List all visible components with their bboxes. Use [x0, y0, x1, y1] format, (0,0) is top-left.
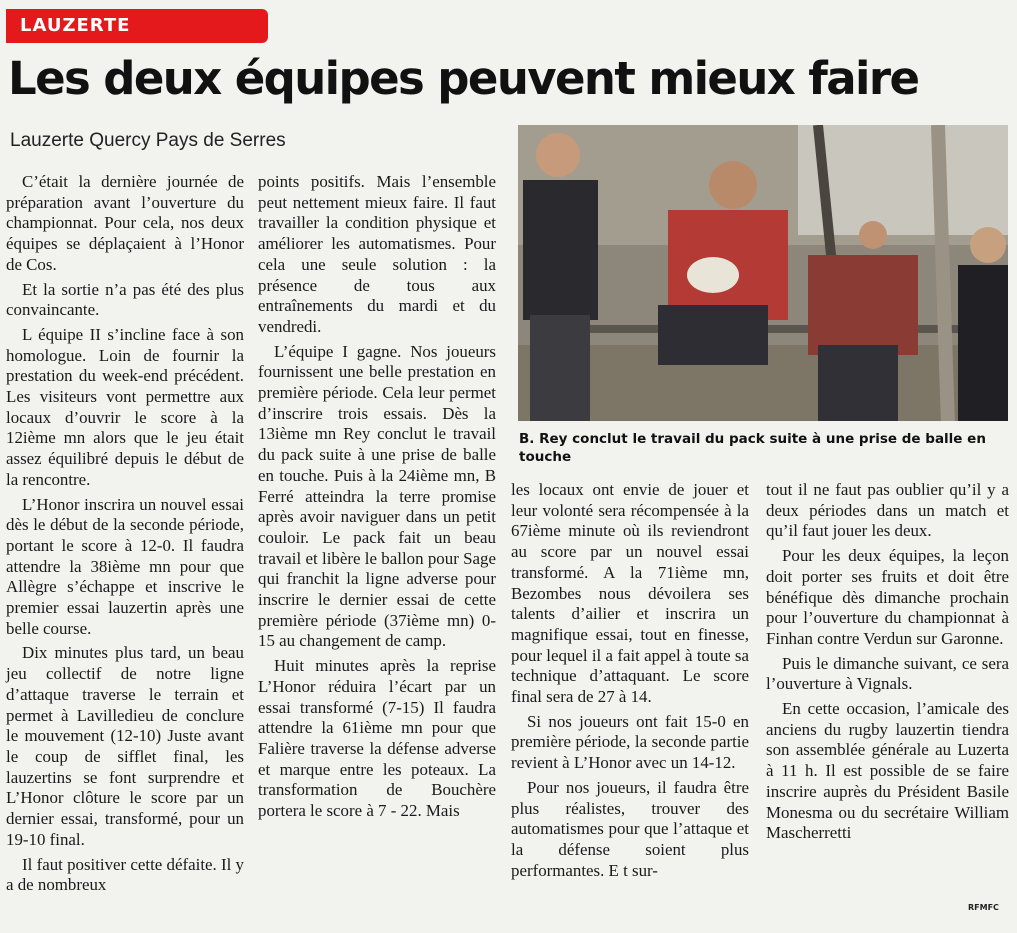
paragraph: Si nos joueurs ont fait 15-0 en première période, la seconde partie revient à L’Honor avec un 14-12.: [511, 711, 749, 773]
paragraph: Dix minutes plus tard, un beau jeu collectif de notre ligne d’attaque traverse le terrain et permet à Lavilledieu de conclure le mouvement (12-10) Juste avant le coup de sifflet final, les lauzertins se font surprendre et L’Honor clôture le score par un dernier essai, transformé, pour un 19-10 final.: [6, 643, 244, 849]
paragraph: Pour les deux équipes, la leçon doit porter ses fruits et doit être bénéfique dès dimanche prochain pour l’ouverture du championnat à Finhan contre Verdun sur Garonne.: [766, 546, 1009, 648]
article-column-2: [258, 172, 496, 826]
article-column-3: [511, 480, 749, 885]
paragraph: Huit minutes après la reprise L’Honor réduira l’écart par un essai transformé (7-15) Il faudra attendre la 61ième mn pour que Falière traverse la défense adverse et marque entre les poteaux. La transformation de Bouchère portera le score à 7 - 22. Mais: [258, 656, 496, 821]
paragraph: Et la sortie n’a pas été des plus convaincante.: [6, 279, 244, 320]
paragraph: Pour nos joueurs, il faudra être plus réalistes, trouver des automatismes pour que l’attaque et la défense soient plus performantes. E t sur-: [511, 777, 749, 880]
paragraph: Puis le dimanche suivant, ce sera l’ouverture à Vignals.: [766, 653, 1009, 694]
subtitle: Lauzerte Quercy Pays de Serres: [10, 130, 286, 151]
photo-caption: B. Rey conclut le travail du pack suite à une prise de balle en touche: [519, 431, 986, 465]
paragraph: Il faut positiver cette défaite. Il y a de nombreux: [6, 854, 244, 895]
paragraph: points positifs. Mais l’ensemble peut nettement mieux faire. Il faut travailler la condition physique et améliorer les automatismes. Pour cela une seule solution : la présence de tous aux entraînements du mardi et du vendredi.: [258, 172, 496, 336]
paragraph: L’Honor inscrira un nouvel essai dès le début de la seconde période, portant le score à 12-0. Il faudra attendre la 38ième mn pour que Allègre s’échappe et inscrive le premier essai lauzertin après une belle course.: [6, 494, 244, 638]
article-column-1: [6, 172, 244, 900]
paragraph: les locaux ont envie de jouer et leur volonté sera récompensée à la 67ième minute où ils reviendront au score par un nouvel essai transformé. A la 71ième mn, Bezombes nous dévoilera ses talents d’ailier et inscrira un magnifique essai, tout en finesse, pour lequel il a fait appel à toute sa technique d’attaquant. Le score final sera de 27 à 14.: [511, 480, 749, 707]
section-tag-label: LAUZERTE: [20, 15, 131, 36]
photo-credit: RFMFC: [968, 903, 999, 912]
section-tag: [6, 9, 268, 43]
headline: Les deux équipes peuvent mieux faire: [8, 52, 919, 105]
paragraph: C’était la dernière journée de préparation avant l’ouverture du championnat. Pour cela, nos deux équipes se déplaçaient à l’Honor de Cos.: [6, 172, 244, 274]
paragraph: L équipe II s’incline face à son homologue. Loin de fournir la prestation du week-end précédent. Les visiteurs vont permettre aux locaux d’ouvrir le score à la 12ième mn alors que le jeu était assez équilibré depuis le début de la rencontre.: [6, 324, 244, 489]
rugby-photo: [518, 125, 1008, 421]
article-column-4: [766, 480, 1009, 848]
paragraph: tout il ne faut pas oublier qu’il y a deux périodes dans un match et qu’il faut jouer les deux.: [766, 480, 1009, 541]
paragraph: En cette occasion, l’amicale des anciens du rugby lauzertin tiendra son assemblée générale au Luzerta à 11 h. Il est possible de se faire inscrire auprès du Président Basile Monesma ou du secrétaire William Mascherretti: [766, 699, 1009, 843]
paragraph: L’équipe I gagne. Nos joueurs fournissent une belle prestation en première période. Cela leur permet d’inscrire trois essais. Dès la 13ième mn Rey conclut le travail du pack suite à une prise de balle en touche. Puis à la 24ième mn, B Ferré atteindra la terre promise après avoir naviguer dans un petit couloir. Le pack fait un beau travail et libère le ballon pour Sage qui franchit la ligne adverse pour inscrire le dernier essai de cette première période (37ième mn) 0-15 au changement de camp.: [258, 341, 496, 651]
rugby-photo-image: [518, 125, 1008, 421]
